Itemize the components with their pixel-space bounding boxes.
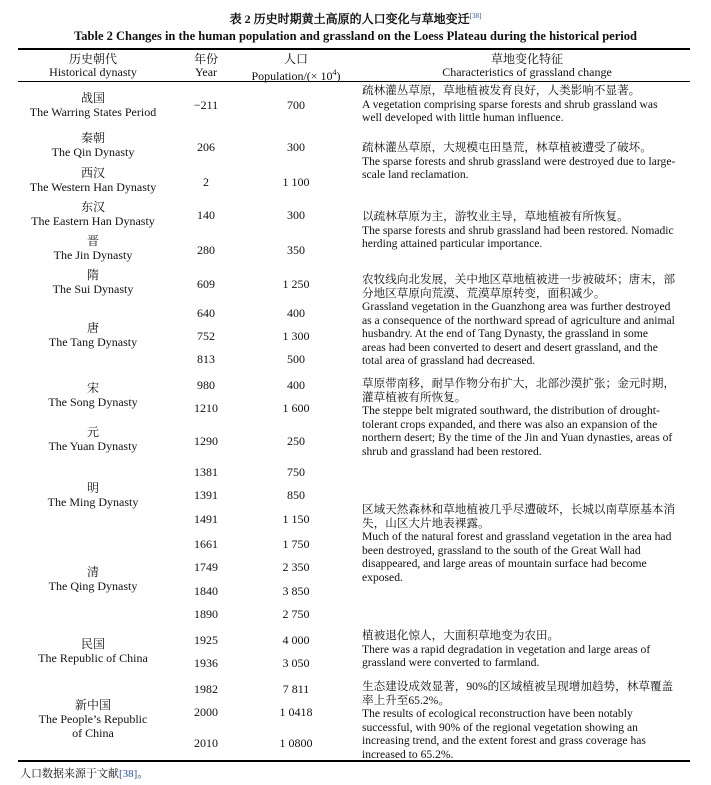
change-en: Much of the natural forest and grassland vegetation in the area had bbox=[362, 530, 672, 543]
row-pop: 3 850 bbox=[282, 584, 310, 598]
col-header-population bbox=[244, 53, 348, 83]
change-zh: 农牧线向北发展，关中地区草地植被进一步被破坏；唐末，部 bbox=[362, 273, 676, 286]
row-pop: 1 0800 bbox=[279, 736, 313, 750]
dynasty-western-han bbox=[18, 166, 168, 194]
change-eastern-han-jin bbox=[362, 210, 692, 251]
dynasty-en: The Qing Dynasty bbox=[48, 579, 138, 593]
change-en: areas had been converted to desert and desert grassland, and the bbox=[362, 340, 658, 354]
change-en: grassland were converted to farmland. bbox=[362, 656, 540, 669]
dynasty-zh: 明 bbox=[86, 481, 99, 495]
col-header-year-en: Year bbox=[194, 65, 218, 79]
dynasty-en: The Song Dynasty bbox=[48, 395, 138, 409]
change-zh: 率上升至65.2%。 bbox=[362, 693, 450, 707]
row-year: 206 bbox=[197, 140, 215, 154]
row-year: 1210 bbox=[194, 401, 218, 415]
dynasty-en: The Warring States Period bbox=[29, 105, 157, 119]
row-year: 1890 bbox=[194, 607, 218, 621]
dynasty-zh: 宋 bbox=[86, 381, 99, 395]
row-pop: 1 300 bbox=[282, 329, 310, 343]
change-en: husbandry. At the end of Tang Dynasty, the grassland in some bbox=[362, 327, 648, 340]
col-header-dynasty bbox=[18, 53, 168, 79]
change-zh: 灌草植被有所恢复。 bbox=[362, 390, 467, 404]
col-header-dynasty-en: Historical dynasty bbox=[49, 65, 137, 79]
footnote-end: 。 bbox=[137, 768, 149, 780]
dynasty-en: The Republic of China bbox=[38, 651, 148, 665]
change-qin-han bbox=[362, 141, 692, 182]
row-year: 980 bbox=[197, 378, 215, 392]
caption-title-zh: 表 2 历史时期黄土高原的人口变化与草地变迁 bbox=[229, 12, 470, 26]
row-pop: 700 bbox=[287, 98, 305, 112]
row-year: 640 bbox=[197, 306, 215, 320]
table-footnote bbox=[20, 765, 148, 781]
pop-unit-exp: 4 bbox=[332, 68, 337, 77]
change-en: successful, with 90% of the regional vegetation showing an bbox=[362, 720, 638, 734]
row-pop: 250 bbox=[287, 434, 305, 448]
change-en: disappeared, and large areas of mountain surface had become bbox=[362, 557, 647, 570]
row-year: 1749 bbox=[194, 560, 218, 574]
row-year: 1982 bbox=[194, 682, 218, 696]
dynasty-sui bbox=[18, 268, 168, 296]
dynasty-en: The Sui Dynasty bbox=[52, 282, 134, 296]
change-en: shrub and grassland had been restored. bbox=[362, 444, 542, 458]
row-pop: 400 bbox=[287, 306, 305, 320]
row-pop: 1 0418 bbox=[279, 705, 313, 719]
change-zh: 疏林灌丛草原，大规模屯田垦荒，林草植被遭受了破坏。 bbox=[362, 141, 652, 154]
col-header-change bbox=[362, 53, 692, 79]
change-en: The results of ecological reconstruction have been notably bbox=[362, 707, 633, 720]
row-pop: 1 250 bbox=[282, 277, 310, 291]
change-en: as a consequence of the northward spread of agriculture and animal bbox=[362, 313, 675, 327]
change-en: increasing trend, and the extent forest and grass coverage has bbox=[362, 734, 646, 747]
change-zh: 区域天然森林和草地植被几乎尽遭破坏，长城以南草原基本消 bbox=[362, 503, 676, 516]
caption-ref-link[interactable]: [38] bbox=[469, 12, 482, 20]
footnote-ref-link[interactable]: [38] bbox=[119, 768, 138, 780]
dynasty-en: of China bbox=[72, 726, 114, 740]
col-header-change-en: Characteristics of grassland change bbox=[442, 65, 612, 79]
dynasty-ming bbox=[18, 481, 168, 509]
row-pop: 2 350 bbox=[282, 560, 310, 574]
row-year: 2010 bbox=[194, 736, 218, 750]
pop-unit: Population/(× 10 bbox=[251, 69, 333, 83]
table-caption-zh bbox=[0, 10, 711, 27]
change-en: increased to 65.2%. bbox=[362, 747, 454, 761]
dynasty-en: The Ming Dynasty bbox=[47, 495, 139, 509]
change-republic bbox=[362, 629, 692, 670]
col-header-pop-en bbox=[244, 66, 348, 83]
dynasty-zh: 战国 bbox=[80, 91, 105, 105]
dynasty-en: The Jin Dynasty bbox=[53, 248, 133, 262]
change-en: There was a rapid degradation in vegetation and large areas of bbox=[362, 642, 651, 656]
dynasty-en: The Western Han Dynasty bbox=[29, 180, 157, 194]
row-year: 140 bbox=[197, 208, 215, 222]
change-zh: 生态建设成效显著，90%的区域植被呈现增加趋势，林草覆盖 bbox=[362, 680, 674, 693]
footnote-text: 人口数据来源于文献 bbox=[20, 768, 119, 780]
dynasty-zh: 清 bbox=[86, 565, 99, 579]
row-pop: 4 000 bbox=[282, 633, 310, 647]
row-pop: 400 bbox=[287, 378, 305, 392]
dynasty-yuan bbox=[18, 425, 168, 453]
dynasty-en: The People’s Republic bbox=[38, 712, 148, 726]
row-year: 1936 bbox=[194, 656, 218, 670]
row-pop: 350 bbox=[287, 243, 305, 257]
col-header-dynasty-zh: 历史朝代 bbox=[68, 52, 117, 66]
dynasty-zh: 新中国 bbox=[74, 698, 111, 712]
dynasty-zh: 秦朝 bbox=[80, 131, 105, 145]
dynasty-republic bbox=[18, 637, 168, 665]
change-en: The sparse forests and shrub grassland were destroyed due to large- bbox=[362, 154, 676, 168]
header-rule bbox=[18, 81, 690, 82]
row-pop: 750 bbox=[287, 465, 305, 479]
change-zh: 疏林灌丛草原，草地植被发育良好，人类影响不显著。 bbox=[362, 84, 641, 97]
row-pop: 1 150 bbox=[282, 512, 310, 526]
dynasty-en: The Eastern Han Dynasty bbox=[31, 214, 155, 228]
change-en: herding attained particular importance. bbox=[362, 237, 543, 250]
row-pop: 3 050 bbox=[282, 656, 310, 670]
row-pop: 1 600 bbox=[282, 401, 310, 415]
dynasty-warring-states bbox=[18, 91, 168, 119]
row-year: 280 bbox=[197, 243, 215, 257]
pop-unit-close: ) bbox=[336, 69, 341, 83]
dynasty-en: The Tang Dynasty bbox=[48, 335, 138, 349]
change-en: exposed. bbox=[362, 570, 403, 584]
dynasty-jin bbox=[18, 234, 168, 262]
change-en: scale land reclamation. bbox=[362, 168, 469, 181]
col-header-pop-zh: 人口 bbox=[283, 52, 308, 66]
dynasty-zh: 元 bbox=[86, 425, 99, 439]
change-en: A vegetation comprising sparse forests and shrub grassland was bbox=[362, 97, 658, 111]
row-year: 1840 bbox=[194, 584, 218, 598]
table-caption-en: Table 2 Changes in the human population and grassland on the Loess Plateau during the historical period bbox=[74, 29, 637, 43]
dynasty-zh: 唐 bbox=[86, 321, 99, 335]
row-year: 1491 bbox=[194, 512, 218, 526]
dynasty-eastern-han bbox=[18, 200, 168, 228]
change-sui-tang bbox=[362, 273, 692, 368]
row-pop: 2 750 bbox=[282, 607, 310, 621]
dynasty-song bbox=[18, 381, 168, 409]
dynasty-zh: 隋 bbox=[86, 268, 99, 282]
change-zh: 失，山区大片地表裸露。 bbox=[362, 516, 490, 530]
change-en: been destroyed, grassland to the south of the Great Wall had bbox=[362, 543, 641, 557]
row-pop: 1 100 bbox=[282, 175, 310, 189]
change-prc bbox=[362, 680, 692, 761]
row-pop: 300 bbox=[287, 208, 305, 222]
change-warring-states bbox=[362, 84, 692, 125]
change-song-yuan bbox=[362, 377, 692, 458]
col-header-year bbox=[178, 53, 234, 79]
dynasty-tang bbox=[18, 321, 168, 349]
row-pop: 300 bbox=[287, 140, 305, 154]
change-en: tolerant crops expanded, and there was also an expansion of the bbox=[362, 417, 658, 431]
row-year: 813 bbox=[197, 352, 215, 366]
change-en: Grassland vegetation in the Guanzhong area was further destroyed bbox=[362, 300, 671, 313]
col-header-change-zh: 草地变化特征 bbox=[490, 52, 563, 66]
top-rule bbox=[18, 48, 690, 50]
row-pop: 1 750 bbox=[282, 537, 310, 551]
dynasty-zh: 晋 bbox=[86, 234, 99, 248]
change-zh: 分地区草原向荒漠、荒漠草原转变，面积减少。 bbox=[362, 286, 606, 300]
row-year: 752 bbox=[197, 329, 215, 343]
row-year: −211 bbox=[193, 98, 219, 112]
col-header-year-zh: 年份 bbox=[193, 52, 218, 66]
change-zh: 以疏林草原为主，游牧业主导，草地植被有所恢复。 bbox=[362, 210, 629, 223]
row-pop: 850 bbox=[287, 488, 305, 502]
row-year: 609 bbox=[197, 277, 215, 291]
row-year: 1391 bbox=[194, 488, 218, 502]
row-year: 2000 bbox=[194, 705, 218, 719]
dynasty-zh: 东汉 bbox=[80, 200, 105, 214]
dynasty-en: The Yuan Dynasty bbox=[48, 439, 138, 453]
change-zh: 草原带南移，耐旱作物分布扩大，北部沙漠扩张；金元时期， bbox=[362, 377, 676, 390]
change-ming-qing bbox=[362, 503, 692, 584]
dynasty-qing bbox=[18, 565, 168, 593]
dynasty-en: The Qin Dynasty bbox=[51, 145, 135, 159]
change-en: total area of grassland had decreased. bbox=[362, 354, 536, 367]
dynasty-zh: 民国 bbox=[80, 637, 105, 651]
row-year: 1661 bbox=[194, 537, 218, 551]
row-year: 1290 bbox=[194, 434, 218, 448]
change-en: The steppe belt migrated southward, the distribution of drought- bbox=[362, 404, 660, 417]
dynasty-prc bbox=[18, 698, 168, 740]
row-year: 2 bbox=[203, 175, 209, 189]
change-en: The sparse forests and shrub grassland had been restored. Nomadic bbox=[362, 223, 674, 237]
dynasty-zh: 西汉 bbox=[80, 166, 105, 180]
row-year: 1925 bbox=[194, 633, 218, 647]
row-year: 1381 bbox=[194, 465, 218, 479]
row-pop: 7 811 bbox=[282, 682, 310, 696]
change-en: well developed with little human influence. bbox=[362, 111, 564, 124]
change-en: northern desert; By the time of the Jin and Yuan dynasties, areas of bbox=[362, 431, 673, 444]
dynasty-qin bbox=[18, 131, 168, 159]
row-pop: 500 bbox=[287, 352, 305, 366]
change-zh: 植被退化惊人，大面积草地变为农田。 bbox=[362, 629, 560, 642]
